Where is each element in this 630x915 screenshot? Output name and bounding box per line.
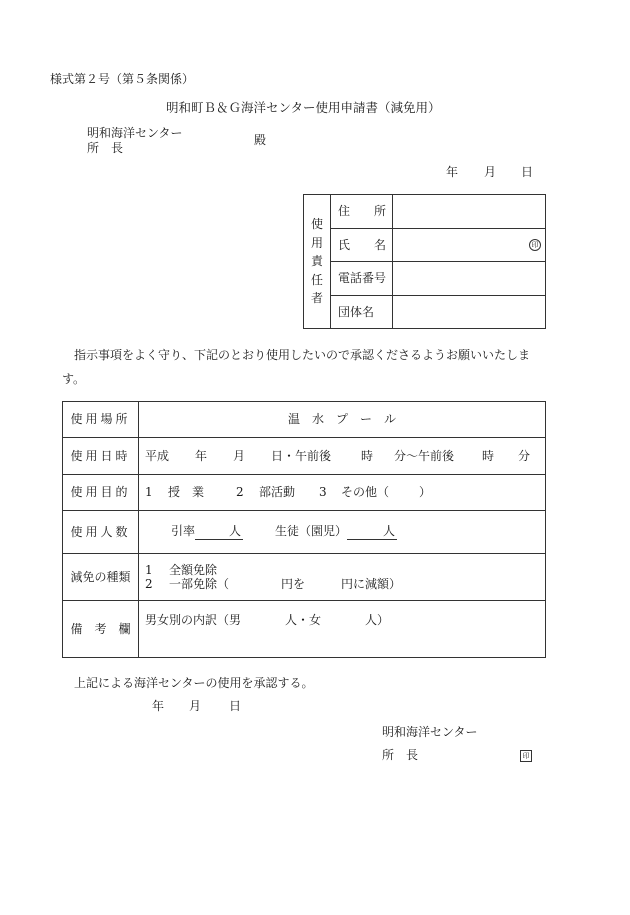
usage-details-table [62, 401, 546, 658]
address-field[interactable] [393, 195, 546, 229]
purpose-opt3: その他（ [341, 485, 390, 499]
leader-label: 引率 [171, 524, 196, 539]
remarks-mid: 人・女 [285, 613, 322, 627]
seal-icon: 印 [529, 239, 541, 251]
responsible-person-table [303, 194, 546, 329]
addressee-org: 明和海洋センター [87, 126, 183, 140]
exemption-opt1-num: 1 [145, 562, 153, 577]
place-label: 使用場所 [63, 402, 139, 438]
approval-statement: 上記による海洋センターの使用を承認する。 [74, 676, 314, 690]
form-number: 様式第２号（第５条関係） [50, 72, 195, 86]
side-char: 任 [310, 272, 323, 287]
side-char: 者 [310, 291, 323, 306]
exemption-opt2-num: 2 [145, 577, 153, 591]
approval-seal-icon [520, 748, 532, 762]
name-label: 氏 名 [331, 229, 393, 262]
statement-line-2: す。 [62, 372, 86, 386]
purpose-opt1: 授 業 [168, 485, 205, 499]
min-ampm: 分〜午前後 [394, 448, 455, 463]
purpose-opt2: 部活動 [259, 485, 296, 499]
remarks-end: 人） [365, 613, 390, 627]
phone-label: 電話番号 [331, 262, 393, 296]
responsible-side-label [304, 195, 331, 329]
purpose-label: 使用目的 [63, 475, 139, 511]
exemption-options[interactable] [139, 554, 546, 601]
addressee-honorific: 殿 [254, 133, 267, 147]
place-value: 温 水 プ ー ル [139, 402, 546, 438]
header-date-day: 日 [521, 165, 534, 179]
approval-org: 明和海洋センター [382, 725, 478, 739]
exemption-opt2-end: 円に減額） [341, 577, 402, 591]
phone-field[interactable] [393, 262, 546, 296]
month-unit: 月 [233, 448, 246, 463]
exemption-opt1: 全額免除 [169, 562, 218, 577]
purpose-opt3-num: 3 [319, 485, 327, 499]
purpose-options[interactable] [139, 475, 546, 511]
purpose-opt1-num: 1 [145, 485, 153, 499]
approval-date-day: 日 [229, 699, 242, 713]
statement-line-1: 指示事項をよく守り、下記のとおり使用したいので承認くださるようお願いいたしま [74, 348, 531, 362]
approval-date-year: 年 [152, 699, 165, 713]
count-field[interactable] [139, 511, 546, 554]
students-unit: 人 [347, 525, 397, 539]
address-label: 住 所 [331, 195, 393, 229]
day-ampm: 日・午前後 [271, 448, 332, 463]
year-unit: 年 [195, 448, 208, 463]
datetime-label: 使用日時 [63, 438, 139, 475]
exemption-opt2-mid: 円を [281, 577, 306, 591]
purpose-opt3-close: ） [419, 485, 432, 499]
header-date-month: 月 [484, 165, 497, 179]
count-label: 使用人数 [63, 511, 139, 554]
leader-unit: 人 [195, 525, 243, 539]
exemption-opt2: 一部免除（ [169, 577, 230, 591]
remarks-label: 備 考 欄 [63, 601, 139, 658]
name-field[interactable] [393, 229, 546, 262]
students-label: 生徒（園児） [275, 524, 348, 539]
datetime-field[interactable] [139, 438, 546, 475]
document-title: 明和町Ｂ＆Ｇ海洋センター使用申請書（減免用） [166, 100, 441, 115]
hour-unit-1: 時 [361, 448, 374, 463]
exemption-label: 減免の種類 [63, 554, 139, 601]
side-char: 用 [310, 235, 323, 250]
era: 平成 [145, 448, 170, 463]
group-name-label: 団体名 [331, 296, 393, 329]
approval-title: 所 長 [382, 748, 419, 762]
side-char: 使 [310, 217, 323, 232]
purpose-opt2-num: 2 [236, 485, 244, 499]
group-name-field[interactable] [393, 296, 546, 329]
remarks-field[interactable] [139, 601, 546, 658]
approval-seal-mark: 印 [520, 750, 532, 762]
approval-date-month: 月 [189, 699, 202, 713]
min-unit-2: 分 [518, 448, 531, 463]
side-char: 責 [310, 254, 323, 269]
hour-unit-2: 時 [482, 448, 495, 463]
addressee-title: 所 長 [87, 141, 124, 155]
header-date-year: 年 [446, 165, 459, 179]
remarks-prefix: 男女別の内訳（男 [145, 613, 242, 627]
